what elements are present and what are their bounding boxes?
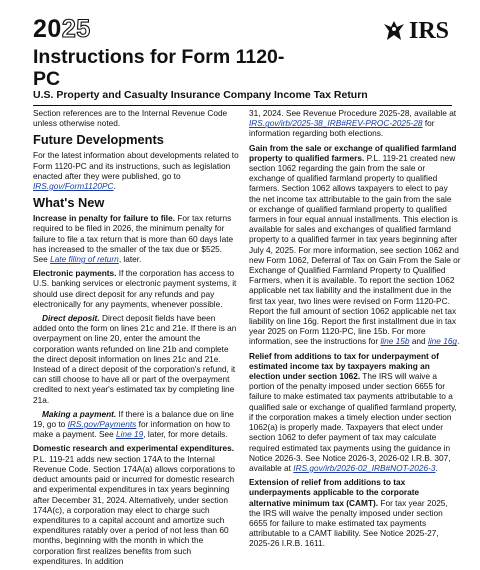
logo-text: IRS (409, 17, 450, 44)
research-expenditures-paragraph: Domestic research and experimental expenditures. P.L. 119-21 adds new section 174A to the Internal Revenue Code. Section 174A(a) allows corporations to deduct amounts paid or incurred for domestic research and experimental expenditures in tax years beginning after December 31, 2024. Alternatively, under section 174A(c), a corporation may elect to charge such expenditures to a capital account and amortize such expenditures ratably over a period of not less than 60 months, beginning with the month in which the corporation first realizes benefits from such expenditures. In addition (33, 443, 236, 566)
late-filing-link[interactable]: Late filing of return (50, 254, 119, 265)
form-year (33, 14, 91, 44)
payments-link[interactable]: IRS.gov/Payments (67, 419, 137, 430)
form1120pc-link[interactable]: IRS.gov/Form1120PC (33, 181, 114, 192)
right-column (249, 108, 461, 553)
making-payment-paragraph: Making a payment. If there is a balance due on line 19, go to IRS.gov/Payments for information on how to make a payment. See Line 19, later, for more details. (33, 408, 234, 440)
eagle-icon (382, 18, 406, 44)
intro-text: Section references are to the Internal Revenue Code unless otherwise noted. (33, 108, 228, 129)
camt-paragraph: Extension of relief from additions to tax underpayments applicable to the corporate alternative minimum tax (CAMT). For tax year 2025, the IRS will waive the penalty imposed under section 6655 for failure to make estimated tax payments attributable to a CAMT liability. See Notice 2025-27, 2025-26 I.R.B. 1611. (249, 477, 448, 549)
electronic-payments-paragraph: Electronic payments. If the corporation has access to U.S. banking services or electronic payment systems, it should use direct deposit for any refunds and pay electronically for any payments, whenever possible. (33, 268, 237, 309)
penalty-paragraph: Increase in penalty for failure to file. For tax returns required to be filed in 2026, the minimum penalty for failure to file a tax return that is more than 60 days late has increased to the smaller of the tax due or $525. See Late filing of return, later. (33, 213, 234, 265)
farmland-paragraph: Gain from the sale or exchange of qualified farmland property to qualified farmers. P.L. 119-21 created new section 1062 regarding the gain from the sale or exchange of qualified farmland property to qualified farmers. Section 1062 allows taxpayers to elect to pay the net income tax attributable to the gain from the sale or exchange of qualified farmland property to qualified farmers in four equal annual installments. This election is available for sales and exchanges of qualified farmland property to a qualified farmer in tax years beginning after July 4, 2025. For more information, see section 1062 and new Form 1062, Deferral of Tax on Gain From the Sale or Exchange of Qualified Farmland Property to Qualified Farmers, when it is available. To report the section 1062 applicable net tax liability and the installment due in the first tax year, two lines were revised on Form 1120-PC. Report the full amount of section 1062 applicable net tax liability on line 16g. Report the first installment due in tax year 2025 on Form 1120-PC, line 15b. For more information, see the instructions for line 15b and line 16g. (249, 142, 461, 347)
line15b-link[interactable]: line 15b (380, 336, 410, 347)
year-outlined: 25 (61, 15, 91, 43)
left-column (33, 108, 239, 570)
year-dark: 20 (33, 15, 62, 43)
notice-2026-3-link[interactable]: IRS.gov/irb/2026-02_IRB#NOT-2026-3 (293, 462, 436, 473)
irs-logo (382, 16, 452, 46)
page-subtitle: U.S. Property and Casualty Insurance Company Income Tax Return (33, 89, 452, 106)
whats-new-heading: What's New (33, 195, 105, 211)
line19-link[interactable]: Line 19 (116, 429, 144, 440)
future-developments-heading: Future Developments (33, 132, 164, 148)
future-developments-text: For the latest information about developments related to Form 1120-PC and its instructions, such as legislation enacted after they were published, go to IRS.gov/Form1120PC. (33, 150, 239, 192)
relief-paragraph: Relief from additions to tax for underpayment of estimated income tax by taxpayers making an election under section 1062. The IRS will waive a portion of the penalty imposed under section 6655 for failure to make estimated tax payments attributable to a qualified sale or exchange of qualified farmland property, if the corporation makes a timely election under section 1062(a) is properly made. Taxpayers that elect under section 1062 to defer payment of tax may calculate required estimated tax payments using the guidance in Notice 2026-3. See Notice 2026-3, 2026-02 I.R.B. 307, available at IRS.gov/irb/2026-02_IRB#NOT-2026-3. (249, 350, 457, 473)
line16g-link[interactable]: line 16g (427, 336, 458, 347)
page-title: Instructions for Form 1120-PC (33, 46, 285, 90)
direct-deposit-paragraph: Direct deposit. Direct deposit fields have been added onto the form on lines 21c and 21e. If there is an overpayment on line 20, enter the amount the corporation wants refunded on line 21b and complete the direct deposit information on lines 21c and 21e. Instead of a direct deposit of the corporation's refund, it can still choose to have all or part of the overpayment credited to next year's estimated tax by completing line 21a. (33, 313, 237, 405)
elections-paragraph: 31, 2024. See Revenue Procedure 2025-28, available at IRS.gov/irb/2025-38_IRB#REV-PROC-2025-28 for information regarding both elections. (249, 108, 457, 139)
rev-proc-link[interactable]: IRS.gov/irb/2025-38_IRB#REV-PROC-2025-28 (249, 118, 423, 129)
